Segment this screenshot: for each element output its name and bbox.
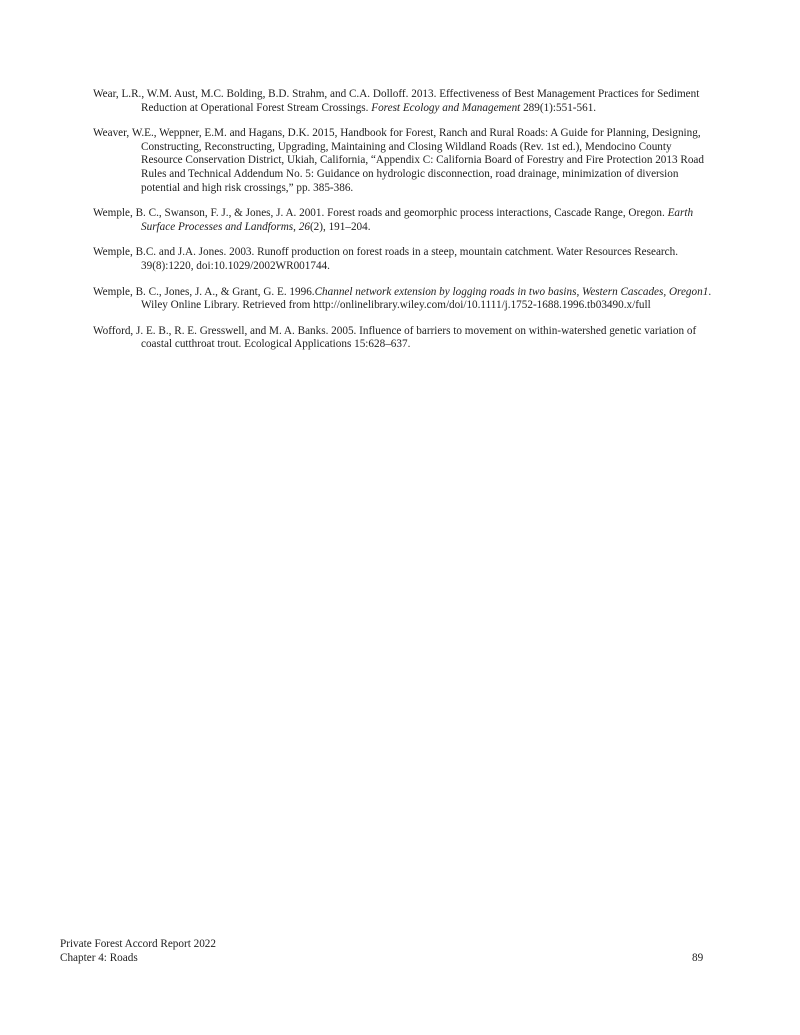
reference-title: Channel network extension by logging roads in two basins, Western Cascades, Oregon1 [314, 285, 709, 298]
reference-text: Wemple, B.C. and J.A. Jones. 2003. Runoff production on forest roads in a steep, mountain catchment. Water Resources Research. 39(8):1220, doi:10.1029/2002WR001744. [93, 246, 678, 272]
reference-text: (2), 191–204. [309, 220, 371, 233]
reference-text: , [293, 220, 299, 233]
footer-report-title: Private Forest Accord Report 2022 [60, 938, 216, 950]
reference-text: Wear, L.R., W.M. Aust, M.C. Bolding, B.D. Strahm, and C.A. Dolloff. 2013. Effectiveness of Best Management Practices for Sediment Reduction at Operational Forest Stream Crossings. [93, 88, 700, 114]
reference-text: Wofford, J. E. B., R. E. Gresswell, and M. A. Banks. 2005. Influence of barriers to movement on within-watershed genetic variation of coastal cutthroat trout. Ecological Applications 15:628–637. [93, 324, 697, 351]
reference-weaver-2015 [93, 127, 713, 195]
reference-text: Wemple, B. C., Swanson, F. J., & Jones, J. A. 2001. Forest roads and geomorphic process interactions, Cascade Range, Oregon. [93, 207, 668, 220]
reference-volume: 26 [298, 220, 310, 233]
reference-text: Weaver, W.E., Weppner, E.M. and Hagans, D.K. 2015, Handbook for Forest, Ranch and Rural Roads: A Guide for Planning, Designing, Constructing, Reconstructing, Upgrading, Maintaining and Closing Wildland Roads (Rev. 1st ed.), Mendocino County Resource Conservation District, Ukiah, California, “Appendix C: California Board of Forestry and Fire Protection 2013 Road Rules and Technical Addendum No. 5: Guidance on hydrologic disconnection, road drainage, minimization of diversion potential and high risk crossings,” pp. 385-386. [93, 127, 704, 194]
page-number: 89 [692, 952, 704, 964]
reference-journal: Forest Ecology and Management [371, 101, 521, 114]
footer-chapter: Chapter 4: Roads [60, 951, 138, 964]
reference-wemple-1996 [93, 286, 713, 313]
reference-text: Wemple, B. C., Jones, J. A., & Grant, G. E. 1996. [93, 285, 315, 298]
reference-text: . Wiley Online Library. Retrieved from http://onlinelibrary.wiley.com/doi/10.1111/j.1752-1688.1996.tb03490.x/full [141, 285, 712, 312]
reference-list [93, 88, 713, 364]
reference-wofford-2005 [93, 325, 713, 352]
reference-wemple-2001 [93, 207, 713, 234]
reference-wemple-2003 [93, 246, 713, 273]
reference-journal: Earth Surface Processes and Landforms [141, 207, 694, 233]
reference-text: 289(1):551-561. [520, 101, 597, 114]
reference-wear-2013 [93, 88, 713, 115]
page-footer [60, 938, 216, 965]
